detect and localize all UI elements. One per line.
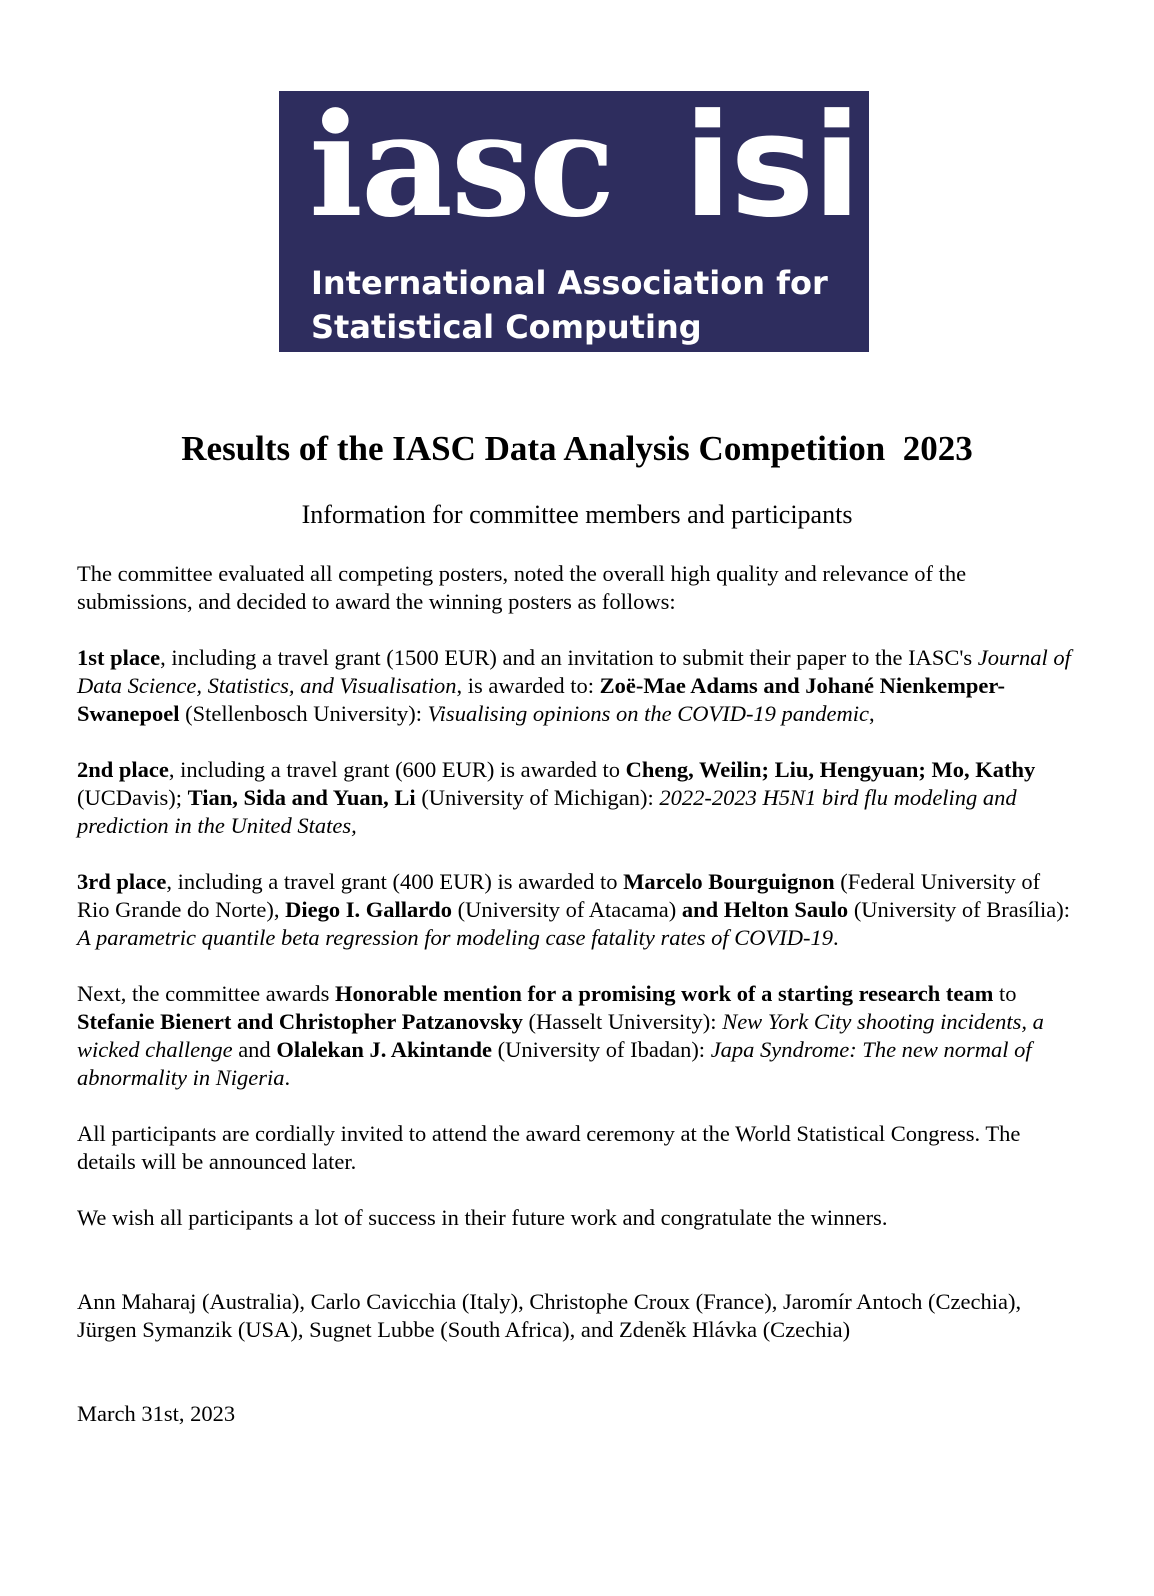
text-run: (University of Atacama) xyxy=(451,897,682,922)
first-place-label: 1st place xyxy=(77,645,161,670)
text-run: (Hasselt University): xyxy=(522,1009,723,1034)
honorable-mention-paper-1: New York City shooting incidents, a wicked challenge xyxy=(77,1009,1044,1062)
first-place-paper-title: Visualising opinions on the COVID-19 pandemic xyxy=(427,701,870,726)
text-run: . xyxy=(832,925,839,950)
second-place-authors-1: Cheng, Weilin; Liu, Hengyuan; Mo, Kathy xyxy=(625,757,1036,782)
journal-name: Journal of Data Science, Statistics, and Visualisation xyxy=(77,645,1071,698)
text-run: (University of Michigan): xyxy=(415,785,660,810)
honorable-mention-paper-2: Japa Syndrome: The new normal of abnormality in Nigeria xyxy=(77,1037,1032,1090)
logo-acronym-isi: isi xyxy=(683,91,860,249)
third-place-author-2: Diego I. Gallardo xyxy=(285,897,452,922)
logo-line-1: International Association for xyxy=(311,264,828,302)
second-place-label: 2nd place xyxy=(77,757,169,782)
text-run: (Stellenbosch University): xyxy=(179,701,428,726)
second-place-paper-title: 2022-2023 H5N1 bird flu modeling and prediction in the United States, xyxy=(77,785,1017,838)
logo-line-2: Statistical Computing xyxy=(311,308,702,346)
intro-paragraph: The committee evaluated all competing posters, noted the overall high quality and relevance of the submissions, and decided to award the winning posters as follows: xyxy=(77,561,967,614)
third-place-label: 3rd place xyxy=(77,869,167,894)
third-place-paper-title: A parametric quantile beta regression for modeling case fatality rates of COVID-19 xyxy=(77,925,833,950)
third-place-author-1: Marcelo Bourguignon xyxy=(623,869,835,894)
text-run: Next, the committee awards xyxy=(77,981,336,1006)
text-run: (University of Ibadan): xyxy=(492,1037,711,1062)
third-place-paragraph xyxy=(77,868,1077,952)
text-run: (University of Brasília): xyxy=(848,897,1071,922)
committee-members: Ann Maharaj (Australia), Carlo Cavicchia (Italy), Christophe Croux (France), Jaromír Antoch (Czechia), Jürgen Symanzik (USA), Sugnet Lubbe (South Africa), and Zdeněk Hlávka (Czechia) xyxy=(77,1289,1022,1342)
honorable-mention-label: Honorable mention for a promising work of a starting research team xyxy=(335,981,994,1006)
honorable-mention-authors-1: Stefanie Bienert and Christopher Patzanovsky xyxy=(77,1009,523,1034)
text-run: and xyxy=(232,1037,277,1062)
honorable-mention-paragraph xyxy=(77,980,1077,1092)
wish-paragraph: We wish all participants a lot of success in their future work and congratulate the winners. xyxy=(77,1205,888,1230)
honorable-mention-author-2: Olalekan J. Akintande xyxy=(276,1037,492,1062)
text-run: , including a travel grant (600 EUR) is awarded to xyxy=(168,757,626,782)
logo-acronym-iasc: iasc xyxy=(309,91,614,249)
first-place-authors: Zoë-Mae Adams and Johané Nienkemper-Swanepoel xyxy=(77,673,1006,726)
iasc-isi-logo xyxy=(279,91,869,352)
text-run: (Federal University of Rio Grande do Norte), xyxy=(77,869,1041,922)
text-run: , including a travel grant (1500 EUR) and an invitation to submit their paper to the IASC's xyxy=(160,645,978,670)
text-run: to xyxy=(993,981,1017,1006)
text-run: (UCDavis); xyxy=(77,785,188,810)
document-date: March 31st, 2023 xyxy=(77,1401,236,1426)
third-place-author-3: and Helton Saulo xyxy=(681,897,849,922)
text-run: , including a travel grant (400 EUR) is awarded to xyxy=(166,869,624,894)
text-run: , is awarded to: xyxy=(456,673,600,698)
logo-acronym xyxy=(309,91,860,249)
document-title: Results of the IASC Data Analysis Competition 2023 xyxy=(181,429,973,468)
document-subtitle: Information for committee members and participants xyxy=(301,500,853,529)
text-run: , xyxy=(869,701,875,726)
document-body xyxy=(77,560,1077,1456)
first-place-paragraph xyxy=(77,644,1077,728)
invitation-paragraph: All participants are cordially invited to attend the award ceremony at the World Statistical Congress. The details will be announced later. xyxy=(77,1121,1021,1174)
text-run: . xyxy=(284,1065,291,1090)
second-place-paragraph xyxy=(77,756,1077,840)
second-place-authors-2: Tian, Sida and Yuan, Li xyxy=(187,785,416,810)
logo-organization-name xyxy=(311,261,851,349)
